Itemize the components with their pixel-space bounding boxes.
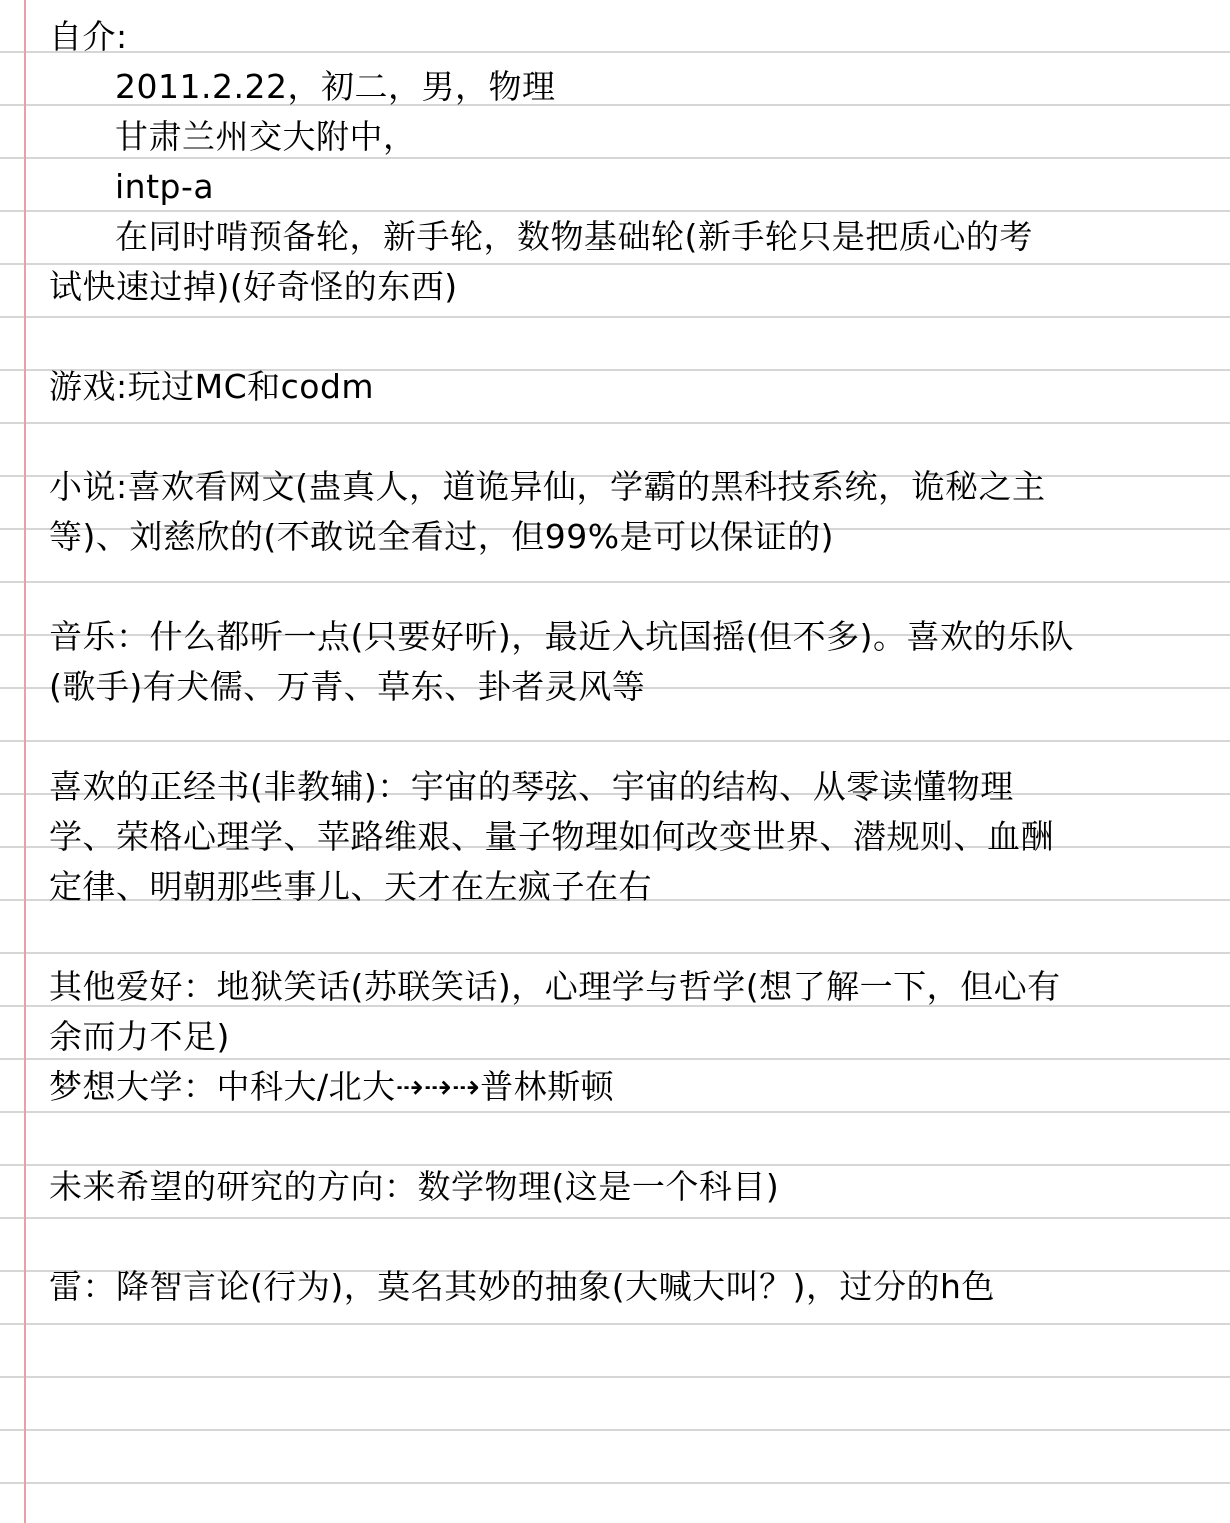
- hobbies-line-cont: 余而力不足): [49, 1017, 230, 1056]
- intro-school: 甘肃兰州交大附中，: [115, 117, 417, 156]
- blank-line: [49, 412, 1209, 462]
- blank-line: [49, 1212, 1209, 1262]
- books-line-cont2: 定律、明朝那些事儿、天才在左疯子在右: [49, 867, 652, 906]
- games-line: 游戏:玩过MC和codm: [49, 367, 375, 406]
- novels-line: 小说:喜欢看网文(蛊真人，道诡异仙，学霸的黑科技系统，诡秘之主: [49, 467, 1046, 506]
- blank-line: [49, 312, 1209, 362]
- music-line-cont: (歌手)有犬儒、万青、草东、卦者灵风等: [49, 667, 646, 706]
- dislikes-line: 雷：降智言论(行为)，莫名其妙的抽象(大喊大叫？)，过分的h色: [49, 1267, 995, 1306]
- intro-study-cont: 试快速过掉)(好奇怪的东西): [49, 267, 458, 306]
- research-direction-line: 未来希望的研究的方向：数学物理(这是一个科目): [49, 1167, 780, 1206]
- blank-line: [49, 712, 1209, 762]
- intro-mbti: intp-a: [115, 167, 215, 206]
- intro-heading: 自介:: [49, 17, 128, 56]
- music-line: 音乐：什么都听一点(只要好听)，最近入坑国摇(但不多)。喜欢的乐队: [49, 617, 1074, 656]
- margin-line: [24, 0, 26, 1523]
- blank-line: [49, 912, 1209, 962]
- blank-line: [49, 562, 1209, 612]
- novels-line-cont: 等)、刘慈欣的(不敢说全看过，但99%是可以保证的): [49, 517, 834, 556]
- hobbies-line: 其他爱好：地狱笑话(苏联笑话)，心理学与哲学(想了解一下，但心有: [49, 967, 1061, 1006]
- note-content: [49, 12, 1209, 1312]
- books-line: 喜欢的正经书(非教辅)：宇宙的琴弦、宇宙的结构、从零读懂物理: [49, 767, 1014, 806]
- intro-study: 在同时啃预备轮，新手轮，数物基础轮(新手轮只是把质心的考: [115, 217, 1033, 256]
- books-line-cont: 学、荣格心理学、苹路维艰、量子物理如何改变世界、潜规则、血酬: [49, 817, 1054, 856]
- dream-university-line: 梦想大学：中科大/北大⇢⇢⇢普林斯顿: [49, 1067, 615, 1106]
- blank-line: [49, 1112, 1209, 1162]
- intro-birth-grade: 2011.2.22，初二，男，物理: [115, 67, 556, 106]
